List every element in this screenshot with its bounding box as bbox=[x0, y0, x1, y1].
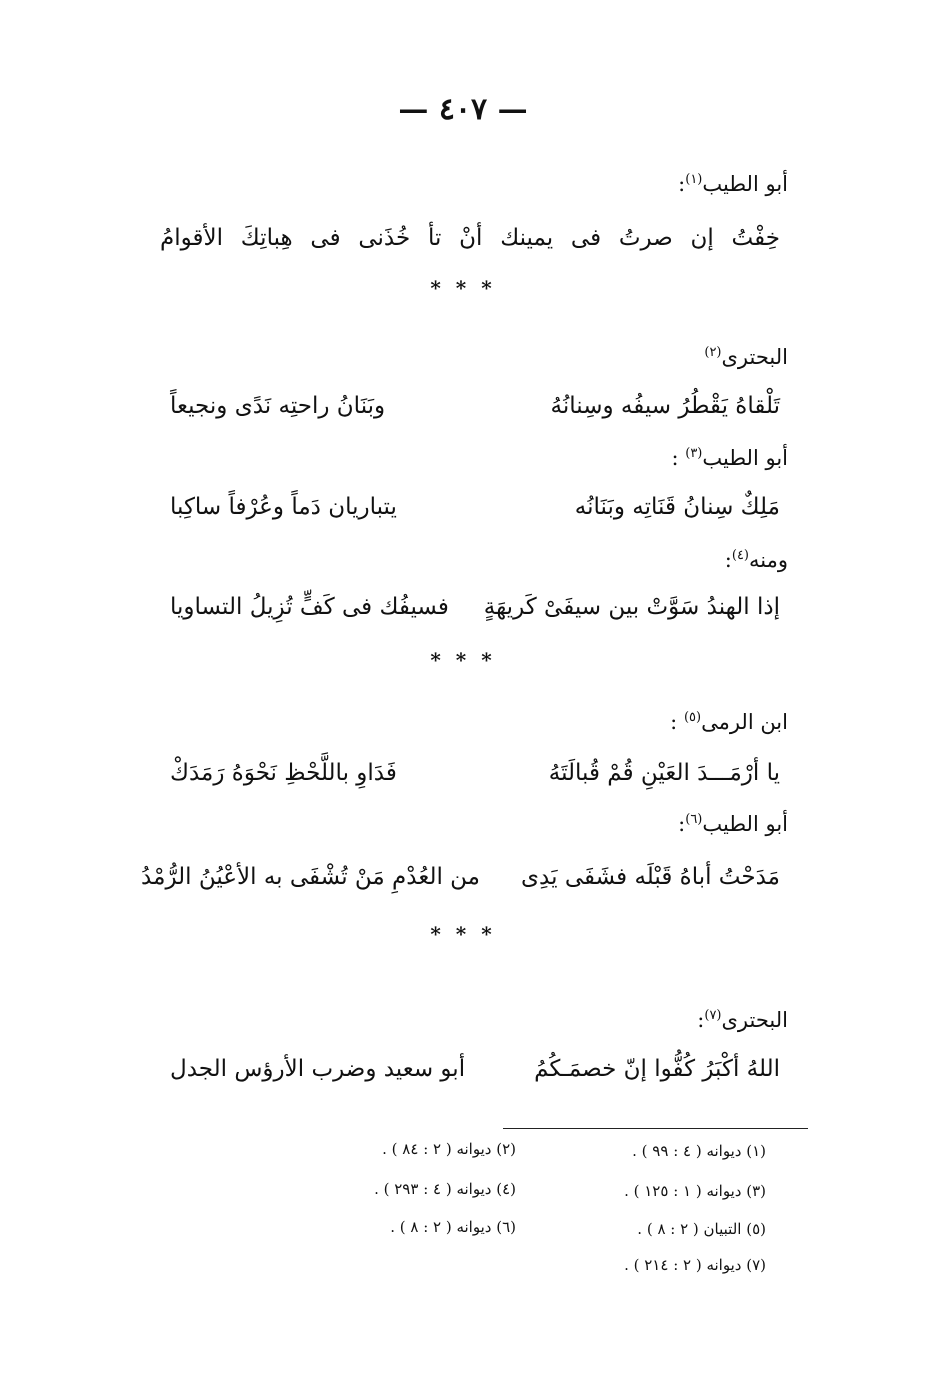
footnote-4: (٤) ديوانه ( ٤ : ٢٩٣ ) . bbox=[374, 1180, 516, 1198]
verse-hemistich-left: أبو سعيد وضرب الأرؤس الجدل bbox=[170, 1056, 466, 1082]
poet-name: البحترى bbox=[721, 345, 788, 369]
footnote-ref: (١) bbox=[685, 172, 703, 187]
verse-hemistich-right: اللهُ أكْبَرُ كُفُّوا إنّ خصمَـكُمُ bbox=[534, 1056, 780, 1082]
poet-name: ابن الرمى bbox=[701, 710, 788, 734]
footnote-7: (٧) ديوانه ( ٢ : ٢١٤ ) . bbox=[624, 1256, 766, 1274]
footnote-ref: (٤) bbox=[731, 548, 749, 563]
footnote-5: (٥) التبيان ( ٢ : ٨ ) . bbox=[637, 1220, 766, 1238]
verse-hemistich-right: تَلْقاهُ يَقْطُرُ سيفُه وسِنانُهُ bbox=[550, 393, 780, 419]
section-separator-1: * * * bbox=[430, 276, 496, 300]
label-colon: : bbox=[670, 710, 678, 734]
verse-hemistich-left: يتباريان دَماً وعُرْفاً ساكِبا bbox=[170, 494, 397, 520]
label-colon: : bbox=[724, 548, 732, 572]
poet-label-3 bbox=[671, 446, 788, 470]
poet-name: ومنه bbox=[749, 548, 788, 572]
poet-name: أبو الطيب bbox=[702, 446, 788, 470]
verse-hemistich-left: فسيفُك فى كَفٍّ تُزِيلُ التساويا bbox=[170, 594, 449, 620]
poet-label-2 bbox=[704, 345, 788, 369]
footnote-ref: (٥) bbox=[683, 710, 702, 725]
footnote-ref: (٦) bbox=[685, 812, 703, 827]
verse-hemistich-left: وبَنَانُ راحتِه نَدًى ونجيعاً bbox=[170, 393, 386, 419]
label-colon: : bbox=[671, 446, 679, 470]
verse-hemistich-right: يا أرْمَـــدَ العَيْنِ قُمْ قُبالَتَهُ bbox=[548, 760, 780, 786]
footnote-ref: (٣) bbox=[685, 446, 703, 461]
poet-label-4 bbox=[725, 548, 788, 572]
label-colon: : bbox=[678, 812, 686, 836]
footnote-2: (٢) ديوانه ( ٢ : ٨٤ ) . bbox=[382, 1140, 516, 1158]
label-colon: : bbox=[697, 1008, 705, 1032]
footnote-1: (١) ديوانه ( ٤ : ٩٩ ) . bbox=[632, 1142, 766, 1160]
verse-hemistich-left: من العُدْمِ مَنْ تُشْفَى به الأعْيُنُ الرُّمْدُ bbox=[141, 864, 480, 890]
poet-name: أبو الطيب bbox=[702, 172, 788, 196]
footnote-ref: (٢) bbox=[704, 345, 722, 360]
poet-name: البحترى bbox=[721, 1008, 788, 1032]
section-separator-2: * * * bbox=[430, 648, 496, 672]
page-number: — ٤٠٧ — bbox=[398, 92, 528, 127]
label-colon: : bbox=[678, 172, 686, 196]
poet-label-5 bbox=[670, 710, 788, 734]
footnote-divider bbox=[503, 1128, 808, 1129]
footnote-ref: (٧) bbox=[704, 1008, 722, 1023]
section-separator-3: * * * bbox=[430, 922, 496, 946]
verse-hemistich-right: مَلِكٌ سِنانُ قَنَاتِه وبَنَانُه bbox=[574, 494, 780, 520]
footnote-6: (٦) ديوانه ( ٢ : ٨ ) . bbox=[390, 1218, 516, 1236]
poet-label-1 bbox=[678, 172, 788, 196]
verse-hemistich-right: إذا الهندُ سَوَّتْ بين سيفَىْ كَريهَةٍ bbox=[483, 594, 780, 620]
verse-hemistich-left: فَدَاوِ باللَّحْظِ نَحْوَهُ رَمَدَكْ bbox=[170, 760, 397, 786]
poet-name: أبو الطيب bbox=[702, 812, 788, 836]
verse-line-1: خِفْتُ إن صرتُ فى يمينك أنْ تأ خُذَنى فى هِباتِكَ الأقوامُ bbox=[160, 225, 780, 251]
poet-label-7 bbox=[697, 1008, 788, 1032]
footnote-3: (٣) ديوانه ( ١ : ١٢٥ ) . bbox=[624, 1182, 766, 1200]
poet-label-6 bbox=[678, 812, 788, 836]
verse-hemistich-right: مَدَحْتُ أباهُ قَبْلَه فشَفَى يَدِى bbox=[521, 864, 780, 890]
